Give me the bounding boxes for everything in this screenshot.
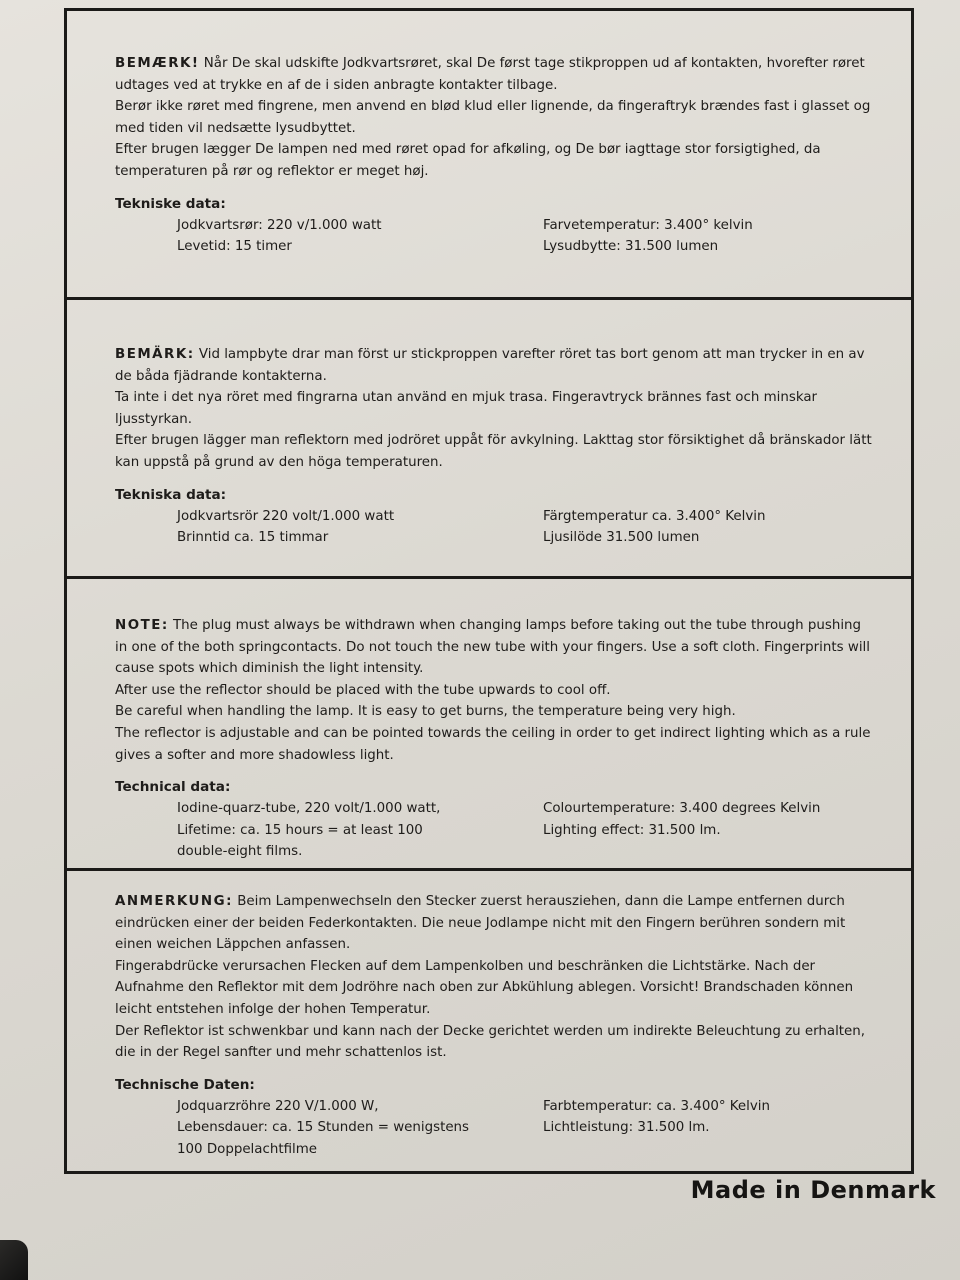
tech-col-right xyxy=(543,506,877,549)
paragraph xyxy=(115,53,877,96)
paragraph-text: Beim Lampenwechseln den Stecker zuerst herausziehen, dann die Lampe entfernen durch eindrücken einer der beiden Federkontakten. Die neue Jodlampe nicht mit den Fingern berühren sondern mit einen weichen Läppchen anfassen. xyxy=(115,894,846,953)
paragraph xyxy=(115,344,877,387)
lead-label: NOTE: xyxy=(115,618,169,633)
paragraph xyxy=(115,891,877,956)
tech-row: Jodkvartsrör 220 volt/1.000 watt xyxy=(177,508,395,524)
tech-data-title: Technische Daten: xyxy=(115,1076,255,1093)
paragraph: Efter brugen lægger De lampen ned med røret opad for afkøling, og De bør iagttage stor forsigtighed, da temperaturen på rør og reflektor er meget høj. xyxy=(115,142,821,179)
tech-row: Lebensdauer: ca. 15 Stunden = wenigstens xyxy=(177,1120,470,1136)
tech-row: Lysudbytte: 31.500 lumen xyxy=(543,239,719,255)
tech-col-left xyxy=(177,215,543,258)
tech-row: Farbtemperatur: ca. 3.400° Kelvin xyxy=(543,1098,771,1114)
tech-col-right xyxy=(543,215,877,258)
tech-data xyxy=(177,798,877,863)
paragraph: Efter brugen lägger man reflektorn med jodröret uppåt för avkylning. Lakttag stor försiktighet då bränskador lätt kan uppstå på grund av den höga temperaturen. xyxy=(115,433,872,470)
tech-row: 100 Doppelachtfilme xyxy=(177,1141,318,1157)
paragraph xyxy=(115,615,877,680)
tech-col-left xyxy=(177,798,543,863)
table-corner-shadow xyxy=(0,1240,28,1280)
tech-row: Lifetime: ca. 15 hours = at least 100 xyxy=(177,822,423,838)
section-german xyxy=(67,868,911,1174)
boxed-frame xyxy=(64,8,914,1174)
paragraph: Berør ikke røret med fingrene, men anvend en blød klud eller lignende, da fingeraftryk brændes fast i glasset og med tiden vil nedsætte lysudbyttet. xyxy=(115,99,871,136)
tech-row: Brinntid ca. 15 timmar xyxy=(177,530,329,546)
paragraph-text: Vid lampbyte drar man först ur stickproppen varefter röret tas bort genom att man trycker in en av de båda fjädrande kontakterna. xyxy=(115,347,865,384)
tech-row: Jodkvartsrør: 220 v/1.000 watt xyxy=(177,217,382,233)
paragraph: Be careful when handling the lamp. It is easy to get burns, the temperature being very high. xyxy=(115,704,736,720)
tech-row: Jodquarzröhre 220 V/1.000 W, xyxy=(177,1098,379,1114)
paragraph: After use the reflector should be placed with the tube upwards to cool off. xyxy=(115,682,611,698)
paragraph-text: Når De skal udskifte Jodkvartsrøret, skal De først tage stikproppen ud af kontakten, hvorefter røret udtages ved at trykke en af de i siden anbragte kontakter tilbage. xyxy=(115,56,865,93)
tech-col-left xyxy=(177,506,543,549)
tech-data-title: Tekniske data: xyxy=(115,195,226,212)
tech-col-right xyxy=(543,798,877,863)
lead-label: BEMÆRK! xyxy=(115,56,200,71)
tech-row: Iodine-quarz-tube, 220 volt/1.000 watt, xyxy=(177,801,441,817)
tech-row: Levetid: 15 timer xyxy=(177,239,292,255)
lead-label: ANMERKUNG: xyxy=(115,894,233,909)
paragraph: Fingerabdrücke verursachen Flecken auf dem Lampenkolben und beschränken die Lichtstärke. Nach der Aufnahme den Reflektor mit dem Jodröhre nach oben zur Abkühlung ablegen. Vorsicht! Brandschaden können leicht entstehen infolge der hohen Temperatur. xyxy=(115,958,854,1017)
tech-row: Colourtemperature: 3.400 degrees Kelvin xyxy=(543,801,821,817)
made-in-label: Made in Denmark xyxy=(690,1176,936,1204)
tech-data xyxy=(177,215,877,258)
tech-col-right xyxy=(543,1096,877,1161)
paragraph: Ta inte i det nya röret med fingrarna utan använd en mjuk trasa. Fingeravtryck brännes fast och minskar ljusstyrkan. xyxy=(115,390,818,427)
lead-label: BEMÄRK: xyxy=(115,347,195,362)
tech-data-title: Technical data: xyxy=(115,779,231,796)
paragraph-text: The plug must always be withdrawn when changing lamps before taking out the tube through pushing in one of the both springcontacts. Do not touch the new tube with your fingers. Use a soft cloth. Fingerprints will cause spots which diminish the light intensity. xyxy=(115,618,870,677)
tech-data xyxy=(177,506,877,549)
tech-row: Lighting effect: 31.500 lm. xyxy=(543,822,721,838)
tech-data xyxy=(177,1096,877,1161)
section-danish xyxy=(67,11,911,297)
section-swedish xyxy=(67,297,911,576)
tech-row: Ljusilöde 31.500 lumen xyxy=(543,530,700,546)
tech-row: Färgtemperatur ca. 3.400° Kelvin xyxy=(543,508,766,524)
tech-row: Lichtleistung: 31.500 lm. xyxy=(543,1120,710,1136)
section-english xyxy=(67,576,911,868)
tech-col-left xyxy=(177,1096,543,1161)
paragraph: The reflector is adjustable and can be pointed towards the ceiling in order to get indirect lighting which as a rule gives a softer and more shadowless light. xyxy=(115,725,871,763)
tech-row: double-eight films. xyxy=(177,844,303,860)
tech-data-title: Tekniska data: xyxy=(115,486,227,503)
tech-row: Farvetemperatur: 3.400° kelvin xyxy=(543,217,753,233)
paragraph: Der Reflektor ist schwenkbar und kann nach der Decke gerichtet werden um indirekte Beleuchtung zu erhalten, die in der Regel sanfter und mehr schattenlos ist. xyxy=(115,1023,866,1061)
